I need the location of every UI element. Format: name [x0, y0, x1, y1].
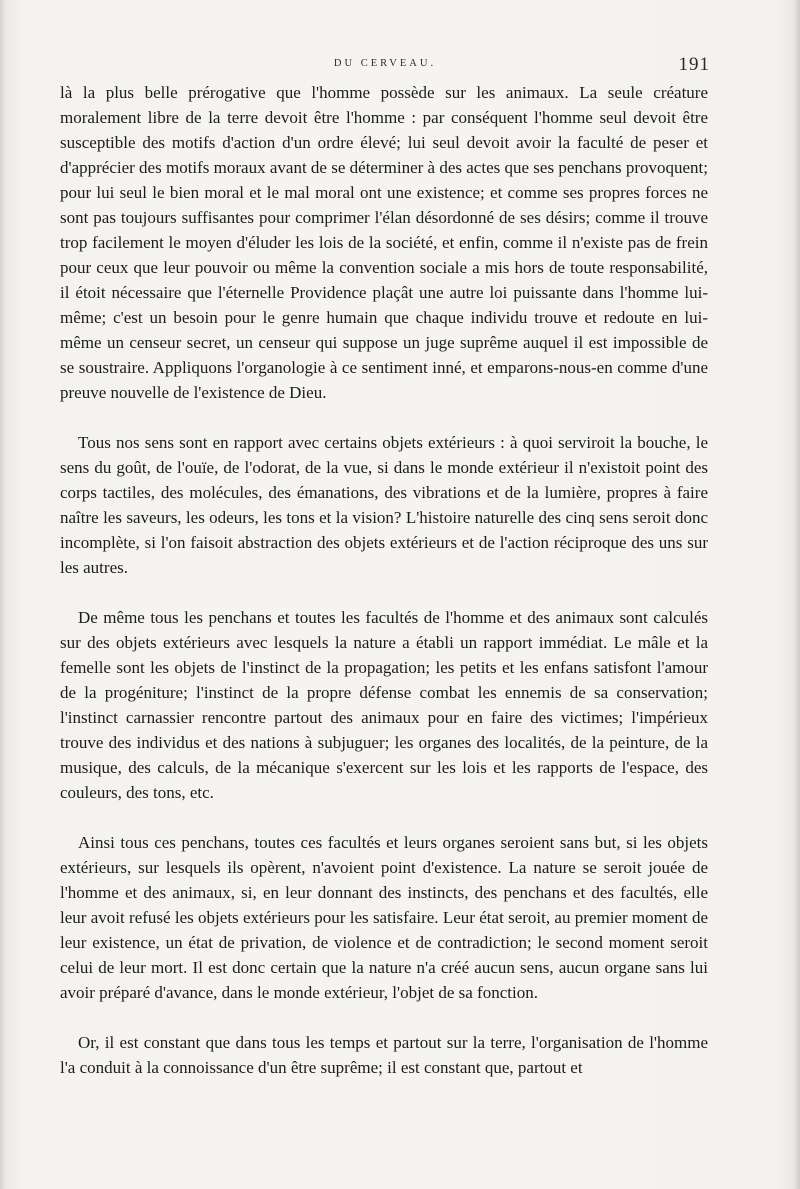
running-title: DU CERVEAU.: [333, 58, 437, 69]
right-page-edge: [794, 0, 800, 1189]
left-page-edge: [0, 0, 6, 1189]
paragraph-4: Ainsi tous ces penchans, toutes ces facultés et leurs organes seroient sans but, si les objets extérieurs, sur lesquels ils opèrent, n'avoient point d'existence. La nature se seroit jouée de l'homme et des animaux, si, en leur donnant des instincts, des penchans et des facultés, elle leur avoit refusé les objets extérieurs pour les satisfaire. Leur état seroit, au premier moment de leur existence, un état de privation, de violence et de contradiction; le second moment seroit celui de leur mort. Il est donc certain que la nature n'a créé aucun sens, aucun organe sans lui avoir préparé d'avance, dans le monde extérieur, l'objet de sa fonction.: [60, 833, 708, 1002]
page-header: [60, 54, 710, 78]
body-text: [60, 80, 708, 1105]
paragraph-5: Or, il est constant que dans tous les temps et partout sur la terre, l'organisation de l'homme l'a conduit à la connoissance d'un être suprême; il est constant que, partout et: [60, 1033, 708, 1077]
page-number: 191: [678, 54, 710, 75]
paragraph-1: là la plus belle prérogative que l'homme possède sur les animaux. La seule créature moralement libre de la terre devoit être l'homme : par conséquent l'homme seul devoit être susceptible des motifs d'action d'un ordre élevé; lui seul devoit avoir la faculté de peser et d'apprécier des motifs moraux avant de se déterminer à des actes que ses penchans provoquent; pour lui seul le bien moral et le mal moral ont une existence; et comme ses propres forces ne sont pas toujours suffisantes pour comprimer l'élan désordonné de ses désirs; comme il trouve trop facilement le moyen d'éluder les lois de la société, et enfin, comme il n'existe pas de frein pour ceux que leur pouvoir ou même la convention sociale a mis hors de toute responsabilité, il étoit nécessaire que l'éternelle Providence plaçât une autre loi puissante dans l'homme lui-même; c'est un besoin pour le genre humain que chaque individu trouve et redoute en lui-même un censeur secret, un censeur qui suppose un juge suprême auquel il est impossible de se soustraire. Appliquons l'organologie à ce sentiment inné, et emparons-nous-en comme d'une preuve nouvelle de l'existence de Dieu.: [60, 83, 708, 402]
paragraph-3: De même tous les penchans et toutes les facultés de l'homme et des animaux sont calculés sur des objets extérieurs avec lesquels la nature a établi un rapport immédiat. Le mâle et la femelle sont les objets de l'instinct de la propagation; les petits et les enfans satisfont l'amour de la progéniture; l'instinct de la propre défense combat les ennemis de sa conservation; l'instinct carnassier rencontre partout des animaux pour en faire des victimes; l'impérieux trouve des individus et des nations à subjuguer; les organes des localités, de la peinture, de la musique, des calculs, de la mécanique s'exercent sur les lois et les rapports de l'espace, des couleurs, des tons, etc.: [60, 608, 708, 802]
paragraph-2: Tous nos sens sont en rapport avec certains objets extérieurs : à quoi serviroit la bouche, le sens du goût, de l'ouïe, de l'odorat, de la vue, si dans le monde extérieur il n'existoit point des corps tactiles, des molécules, des émanations, des vibrations et de la lumière, propres à faire naître les saveurs, les odeurs, les tons et la vision? L'histoire naturelle des cinq sens seroit donc incomplète, si l'on faisoit abstraction des objets extérieurs et de l'action réciproque des uns sur les autres.: [60, 433, 708, 577]
